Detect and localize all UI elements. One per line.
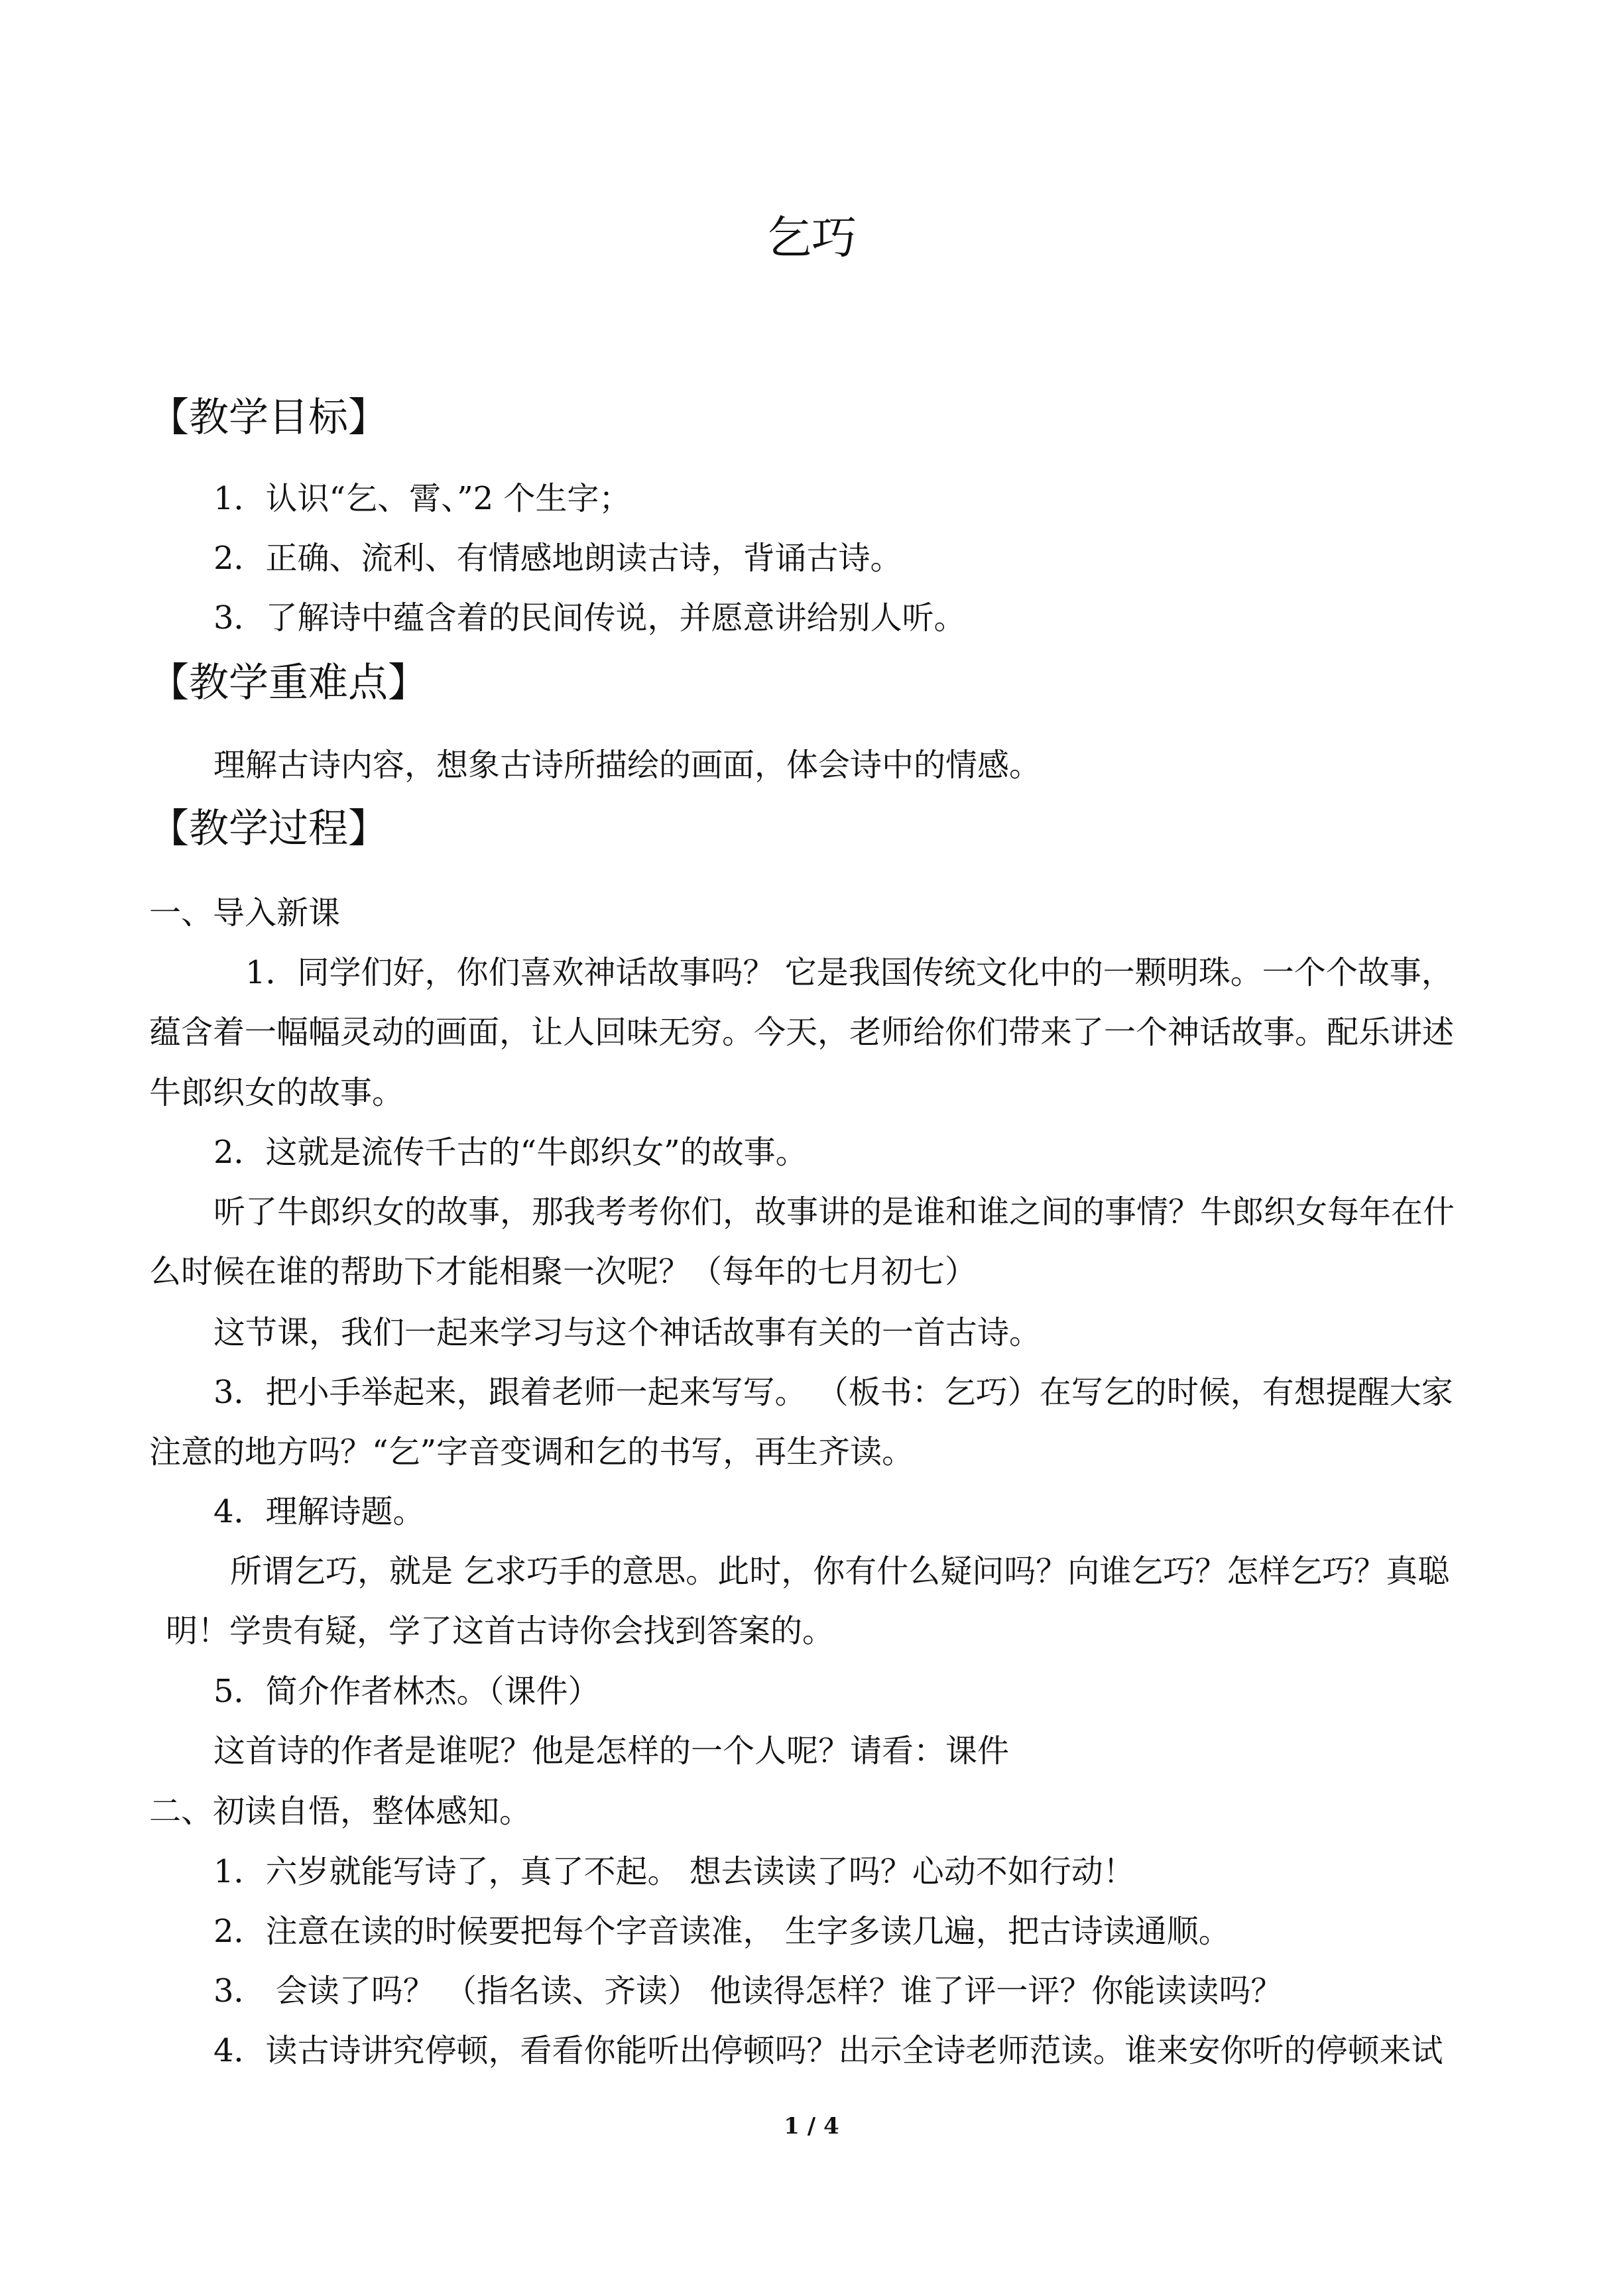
goal-item: 2．正确、流利、有情感地朗读古诗，背诵古诗。	[213, 540, 902, 577]
part-heading: 一、导入新课	[149, 894, 341, 932]
paragraph-line: 2．注意在读的时候要把每个字音读准， 生字多读几遍，把古诗读通顺。	[213, 1913, 1231, 1950]
section-heading-process: 【教学过程】	[149, 806, 388, 852]
paragraph-line: 3． 会读了吗？ （指名读、齐读） 他读得怎样？谁了评一评？你能读读吗？	[213, 1972, 1283, 2010]
paragraph-line: 蕴含着一幅幅灵动的画面，让人回味无穷。今天，老师给你们带来了一个神话故事。配乐讲述	[149, 1014, 1455, 1051]
section-heading-goals: 【教学目标】	[149, 394, 388, 441]
paragraph-line: 牛郎织女的故事。	[149, 1074, 404, 1111]
section-heading-key: 【教学重难点】	[149, 660, 428, 706]
paragraph-line: 注意的地方吗？“乞”字音变调和乞的书写，再生齐读。	[149, 1433, 914, 1471]
paragraph-line: 3．把小手举起来，跟着老师一起来写写。 （板书：乞巧）在写乞的时候，有想提醒大家	[213, 1374, 1453, 1411]
page-number: 1 / 4	[784, 2113, 839, 2140]
paragraph-line: 1．同学们好，你们喜欢神话故事吗？ 它是我国传统文化中的一颗明珠。一个个故事，	[245, 954, 1453, 991]
paragraph-line: 所谓乞巧，就是 乞求巧手的意思。此时，你有什么疑问吗？向谁乞巧？怎样乞巧？真聪	[230, 1553, 1450, 1590]
paragraph-line: 这首诗的作者是谁呢？他是怎样的一个人呢？请看：课件	[213, 1732, 1010, 1770]
goal-item: 3．了解诗中蕴含着的民间传说，并愿意讲给别人听。	[213, 599, 966, 636]
paragraph-line: 1．六岁就能写诗了，真了不起。 想去读读了吗？心动不如行动！	[213, 1853, 1135, 1890]
paragraph-line: 2．这就是流传千古的“牛郎织女”的故事。	[213, 1134, 808, 1171]
paragraph-line: 么时候在谁的帮助下才能相聚一次呢？（每年的七月初七）	[149, 1253, 977, 1290]
paragraph-line: 5．简介作者林杰。（课件）	[213, 1673, 600, 1710]
paragraph-line: 明！学贵有疑，学了这首古诗你会找到答案的。	[166, 1612, 835, 1650]
paragraph-line: 这节课，我们一起来学习与这个神话故事有关的一首古诗。	[213, 1314, 1042, 1351]
paragraph-line: 听了牛郎织女的故事，那我考考你们，故事讲的是谁和谁之间的事情？牛郎织女每年在什	[213, 1193, 1455, 1231]
key-text: 理解古诗内容，想象古诗所描绘的画面，体会诗中的情感。	[213, 747, 1042, 784]
part-heading: 二、初读自悟，整体感知。	[149, 1793, 532, 1830]
goal-item: 1．认识“乞、霄、”2 个生字；	[213, 480, 631, 517]
paragraph-line: 4．读古诗讲究停顿，看看你能听出停顿吗？出示全诗老师范读。谁来安你听的停顿来试	[213, 2032, 1443, 2069]
paragraph-line: 4．理解诗题。	[213, 1493, 425, 1530]
document-title: 乞巧	[766, 212, 857, 265]
